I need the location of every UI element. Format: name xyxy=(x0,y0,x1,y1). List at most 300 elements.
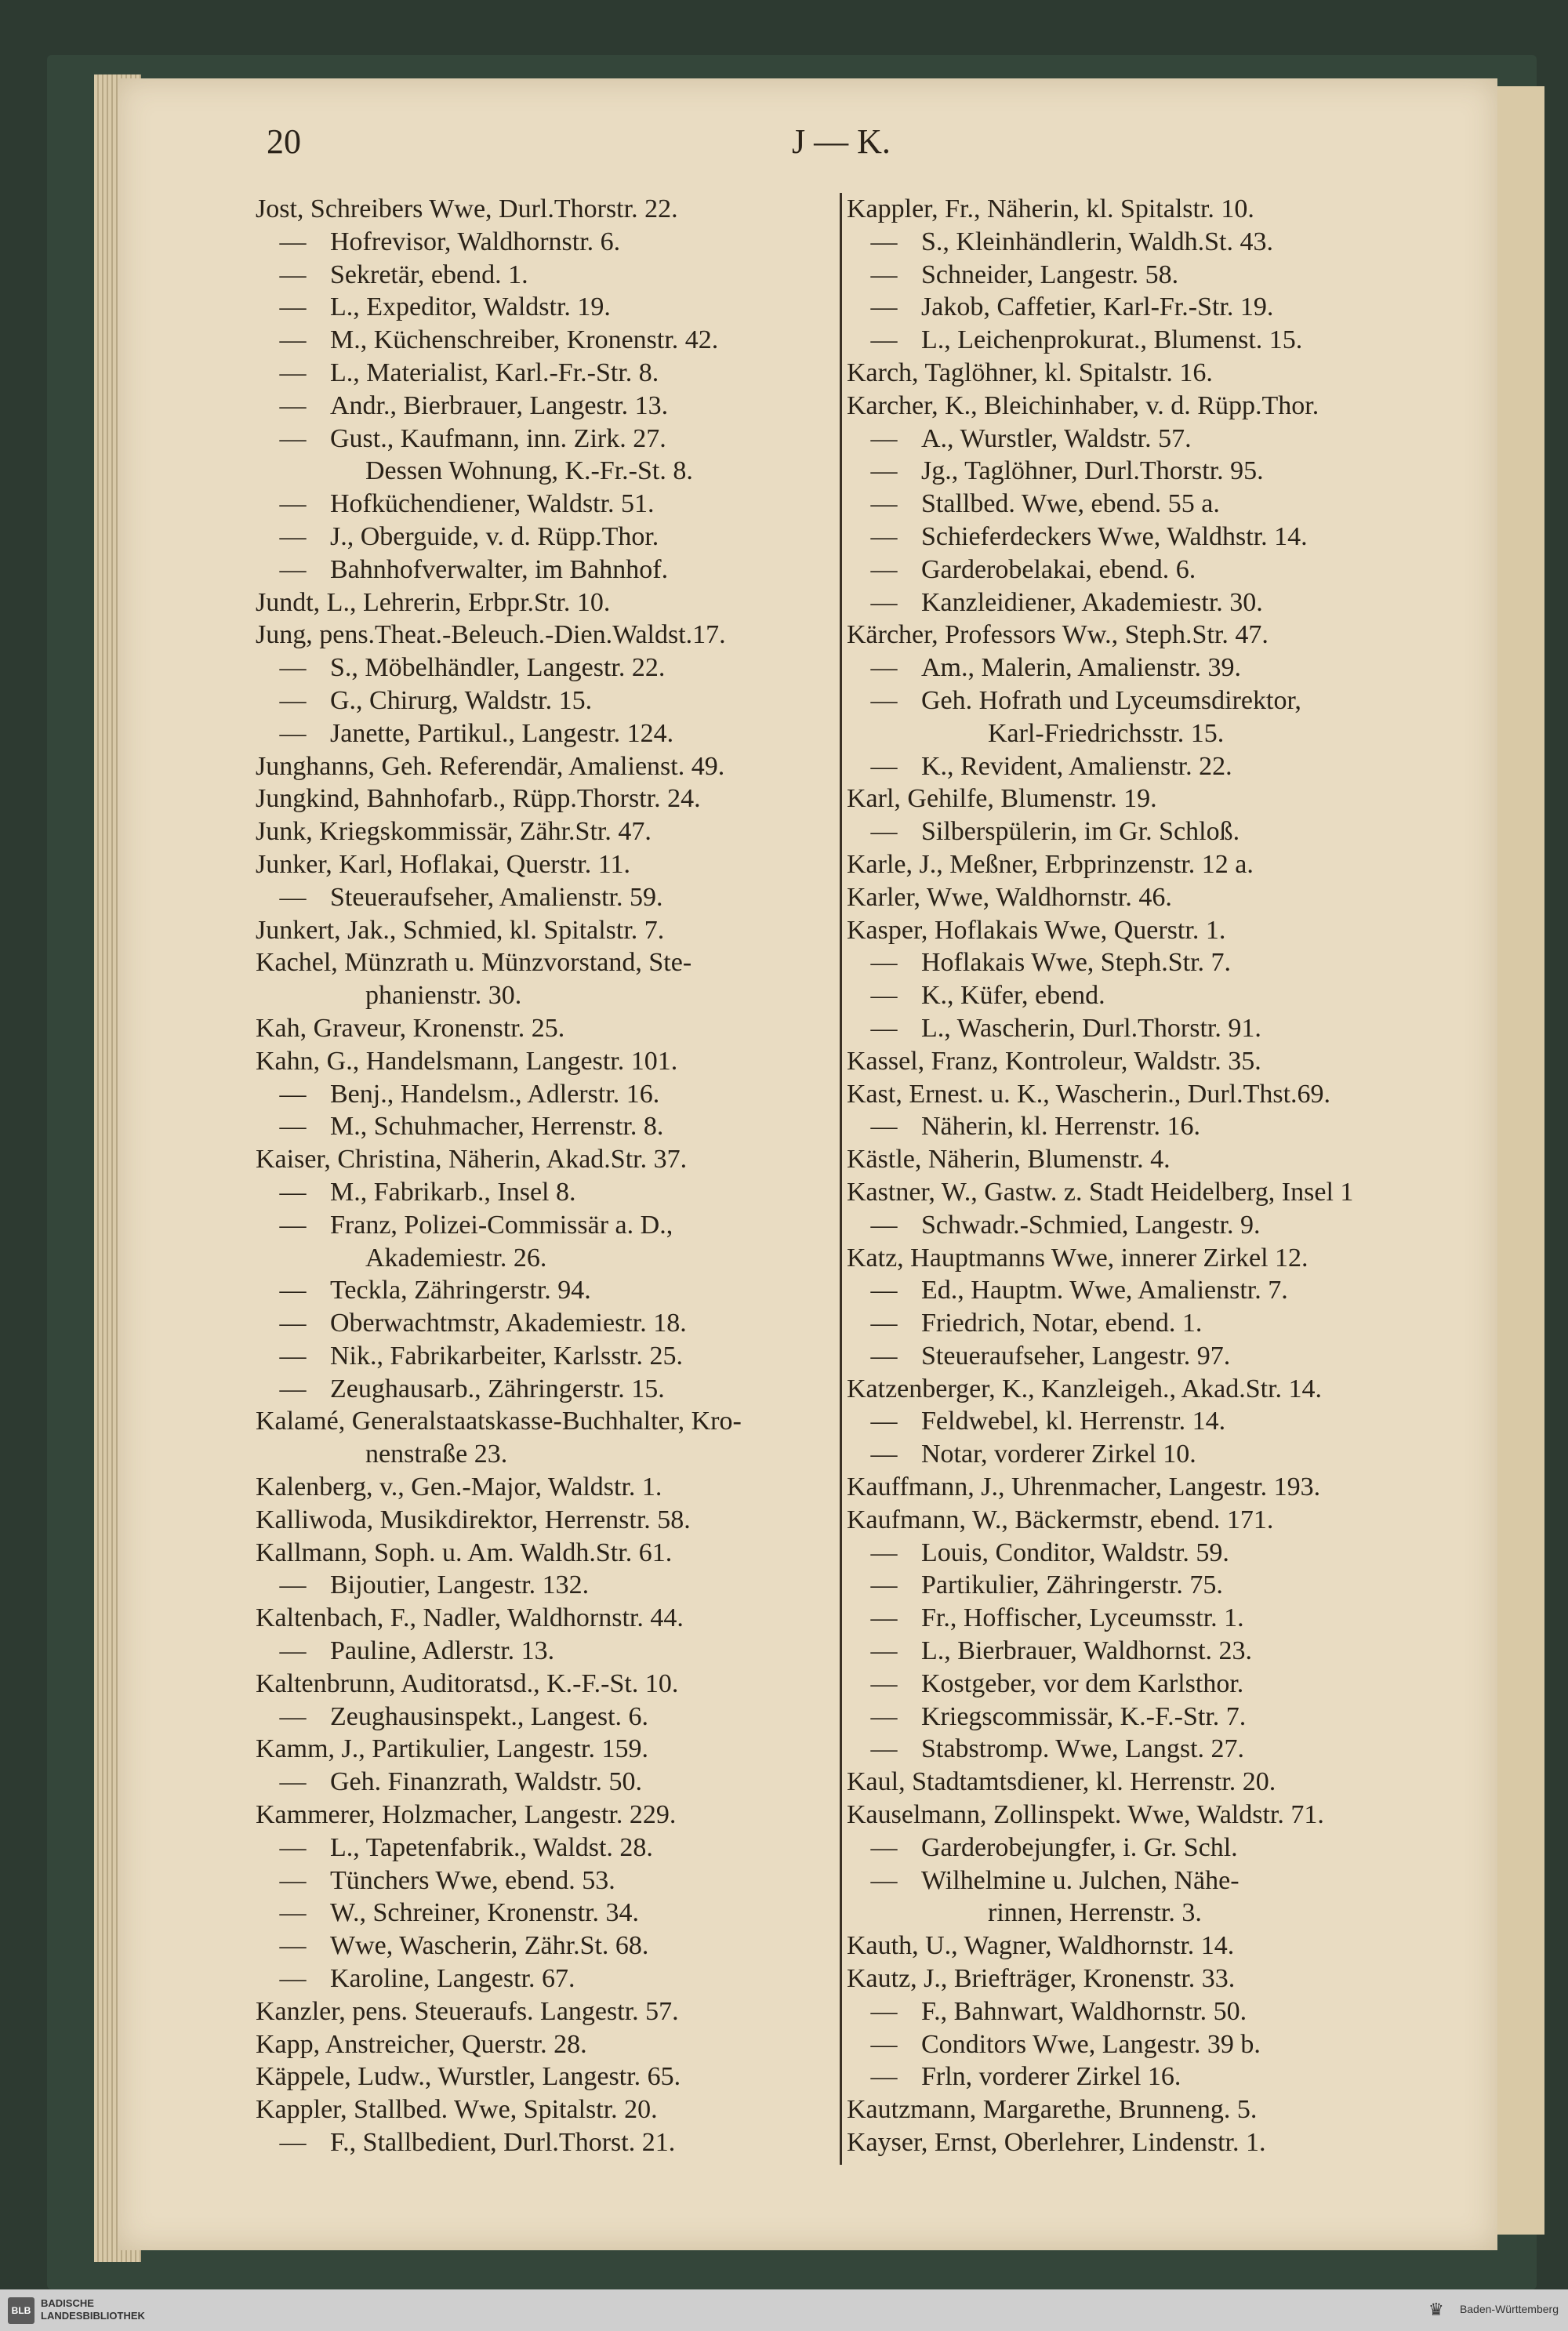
directory-entry xyxy=(256,390,836,423)
ditto-dash: — xyxy=(870,817,898,847)
directory-entry xyxy=(847,324,1443,357)
ditto-dash: — xyxy=(279,390,307,420)
ditto-dash: — xyxy=(870,260,898,289)
directory-entry xyxy=(847,782,1443,815)
ditto-dash: — xyxy=(870,423,898,453)
directory-entry xyxy=(847,881,1443,914)
entry-text: Jung, pens.Theat.-Beleuch.-Dien.Waldst.17. xyxy=(256,620,726,650)
directory-entry xyxy=(847,193,1443,226)
entry-text: Zeughausinspekt., Langest. 6. xyxy=(330,1701,649,1731)
page-number: 20 xyxy=(267,122,301,161)
entry-text: Kasper, Hoflakais Wwe, Querstr. 1. xyxy=(847,915,1226,945)
entry-text: Friedrich, Notar, ebend. 1. xyxy=(921,1309,1203,1338)
ditto-dash: — xyxy=(870,227,898,256)
directory-entry xyxy=(847,848,1443,881)
facing-page-edge xyxy=(1497,86,1544,2235)
entry-text: Geh. Hofrath und Lyceumsdirektor, xyxy=(921,685,1301,715)
entry-text: Kästle, Näherin, Blumenstr. 4. xyxy=(847,1145,1171,1175)
directory-entry xyxy=(256,1733,836,1766)
entry-text: Karl, Gehilfe, Blumenstr. 19. xyxy=(847,784,1157,814)
entry-text: Wwe, Wascherin, Zähr.St. 68. xyxy=(330,1931,649,1961)
ditto-dash: — xyxy=(870,1013,898,1043)
entry-text: Kaltenbrunn, Auditoratsd., K.-F.-St. 10. xyxy=(256,1668,679,1698)
directory-entry xyxy=(847,1504,1443,1537)
directory-entry xyxy=(847,521,1443,554)
entry-text: Kappler, Fr., Näherin, kl. Spitalstr. 10. xyxy=(847,194,1254,223)
entry-text: Kalenberg, v., Gen.-Major, Waldstr. 1. xyxy=(256,1472,662,1502)
ditto-dash: — xyxy=(279,292,307,322)
entry-text: Bijoutier, Langestr. 132. xyxy=(330,1570,590,1600)
entry-text: Kastner, W., Gastw. z. Stadt Heidelberg, Insel 1 xyxy=(847,1177,1354,1207)
entry-text: Schieferdeckers Wwe, Waldhstr. 14. xyxy=(921,521,1308,551)
ditto-dash: — xyxy=(870,1276,898,1305)
directory-entry xyxy=(847,1471,1443,1504)
entry-text: L., Tapetenfabrik., Waldst. 28. xyxy=(330,1832,653,1862)
ditto-dash: — xyxy=(870,456,898,486)
ditto-dash: — xyxy=(279,1865,307,1895)
entry-text: Kanzleidiener, Akademiestr. 30. xyxy=(921,587,1263,617)
directory-entry xyxy=(847,1602,1443,1635)
entry-text: G., Chirurg, Waldstr. 15. xyxy=(330,685,593,715)
directory-entry xyxy=(256,1635,836,1668)
directory-entry xyxy=(256,1930,836,1962)
ditto-dash: — xyxy=(870,2062,898,2092)
entry-text: Steueraufseher, Amalienstr. 59. xyxy=(330,882,663,912)
entry-text: Karle, J., Meßner, Erbprinzenstr. 12 a. xyxy=(847,849,1254,879)
entry-text: Katz, Hauptmanns Wwe, innerer Zirkel 12. xyxy=(847,1243,1308,1273)
entry-text: Karch, Taglöhner, kl. Spitalstr. 16. xyxy=(847,358,1213,387)
entry-text: Jungkind, Bahnhofarb., Rüpp.Thorstr. 24. xyxy=(256,784,701,814)
entry-text: Zeughausarb., Zähringerstr. 15. xyxy=(330,1374,665,1403)
directory-entry xyxy=(256,1176,836,1209)
ditto-dash: — xyxy=(279,1374,307,1403)
entry-text: Jundt, L., Lehrerin, Erbpr.Str. 10. xyxy=(256,587,611,617)
ditto-dash: — xyxy=(870,2029,898,2059)
entry-text: Wilhelmine u. Julchen, Nähe- xyxy=(921,1865,1240,1895)
left-column xyxy=(256,193,836,2159)
directory-entry xyxy=(256,1799,836,1832)
directory-entry xyxy=(847,1701,1443,1734)
directory-entry xyxy=(847,1537,1443,1570)
entry-text: Kanzler, pens. Steueraufs. Langestr. 57. xyxy=(256,1996,679,2026)
entry-text: Andr., Bierbrauer, Langestr. 13. xyxy=(330,390,669,420)
directory-entry xyxy=(256,1668,836,1701)
ditto-dash: — xyxy=(279,882,307,912)
directory-entry xyxy=(847,1274,1443,1307)
ditto-dash: — xyxy=(870,1210,898,1240)
directory-entry xyxy=(847,1340,1443,1373)
directory-entry xyxy=(256,848,836,881)
directory-entry xyxy=(847,1176,1443,1209)
entry-text: Hofrevisor, Waldhornstr. 6. xyxy=(330,227,621,256)
directory-entry xyxy=(256,324,836,357)
entry-text: Karcher, K., Bleichinhaber, v. d. Rüpp.Thor. xyxy=(847,390,1319,420)
directory-entry xyxy=(256,1373,836,1406)
ditto-dash: — xyxy=(870,653,898,683)
directory-entry xyxy=(847,1012,1443,1045)
entry-text: Jakob, Caffetier, Karl-Fr.-Str. 19. xyxy=(921,292,1274,322)
directory-entry xyxy=(256,619,836,652)
entry-text: M., Fabrikarb., Insel 8. xyxy=(330,1177,576,1207)
footer-bar xyxy=(0,2289,1568,2331)
ditto-dash: — xyxy=(870,1538,898,1567)
directory-entry xyxy=(256,979,836,1012)
directory-entry xyxy=(847,1110,1443,1143)
ditto-dash: — xyxy=(870,1865,898,1895)
entry-text: S., Möbelhändler, Langestr. 22. xyxy=(330,653,666,683)
entry-text: M., Schuhmacher, Herrenstr. 8. xyxy=(330,1112,664,1142)
entry-text: Garderobejungfer, i. Gr. Schl. xyxy=(921,1832,1238,1862)
entry-text: Kast, Ernest. u. K., Wascherin., Durl.Thst.69. xyxy=(847,1079,1331,1109)
directory-entry xyxy=(847,226,1443,259)
ditto-dash: — xyxy=(870,1701,898,1731)
entry-text: Katzenberger, K., Kanzleigeh., Akad.Str. 14. xyxy=(847,1374,1323,1403)
ditto-dash: — xyxy=(870,751,898,781)
entry-text: L., Leichenprokurat., Blumenst. 15. xyxy=(921,325,1303,355)
directory-entry xyxy=(256,1995,836,2028)
directory-entry xyxy=(847,488,1443,521)
directory-entry xyxy=(847,390,1443,423)
directory-entry xyxy=(847,259,1443,292)
ditto-dash: — xyxy=(279,1570,307,1600)
directory-entry xyxy=(256,1962,836,1995)
directory-entry xyxy=(847,291,1443,324)
directory-entry xyxy=(847,684,1443,717)
entry-text: Kappler, Stallbed. Wwe, Spitalstr. 20. xyxy=(256,2095,658,2125)
entry-text: Nik., Fabrikarbeiter, Karlsstr. 25. xyxy=(330,1341,683,1371)
directory-entry xyxy=(847,1864,1443,1897)
directory-entry xyxy=(256,586,836,619)
directory-entry xyxy=(256,259,836,292)
directory-entry xyxy=(256,1766,836,1799)
directory-entry xyxy=(256,1537,836,1570)
directory-entry xyxy=(256,1504,836,1537)
entry-text: Karler, Wwe, Waldhornstr. 46. xyxy=(847,882,1172,912)
entry-text: Schneider, Langestr. 58. xyxy=(921,260,1179,289)
ditto-dash: — xyxy=(870,1603,898,1633)
entry-text: Kaiser, Christina, Näherin, Akad.Str. 37. xyxy=(256,1145,688,1175)
entry-text: W., Schreiner, Kronenstr. 34. xyxy=(330,1898,639,1928)
directory-entry xyxy=(256,1602,836,1635)
directory-entry xyxy=(256,193,836,226)
directory-entry xyxy=(847,652,1443,684)
ditto-dash: — xyxy=(279,1964,307,1994)
ditto-dash: — xyxy=(279,1276,307,1305)
entry-text: Kallmann, Soph. u. Am. Waldh.Str. 61. xyxy=(256,1538,673,1567)
ditto-dash: — xyxy=(870,587,898,617)
directory-entry xyxy=(847,1766,1443,1799)
directory-entry xyxy=(256,1209,836,1242)
entry-text: Garderobelakai, ebend. 6. xyxy=(921,554,1196,584)
entry-text: Junk, Kriegskommissär, Zähr.Str. 47. xyxy=(256,817,652,847)
entry-text: Kauffmann, J., Uhrenmacher, Langestr. 193. xyxy=(847,1472,1321,1502)
ditto-dash: — xyxy=(279,554,307,584)
entry-text: Kahn, G., Handelsmann, Langestr. 101. xyxy=(256,1046,678,1076)
blb-logo[interactable]: BLB xyxy=(8,2297,34,2324)
directory-entry xyxy=(847,1045,1443,1078)
running-head: J — K. xyxy=(792,122,891,161)
entry-text: Kautzmann, Margarethe, Brunneng. 5. xyxy=(847,2095,1258,2125)
ditto-dash: — xyxy=(870,1668,898,1698)
entry-text: Kriegscommissär, K.-F.-Str. 7. xyxy=(921,1701,1247,1731)
ditto-dash: — xyxy=(870,1407,898,1436)
directory-entry xyxy=(847,815,1443,848)
state-logo-text[interactable]: Baden-Württemberg xyxy=(1459,2303,1559,2315)
directory-entry xyxy=(847,423,1443,456)
ditto-dash: — xyxy=(279,489,307,519)
ditto-dash: — xyxy=(870,554,898,584)
directory-entry xyxy=(256,357,836,390)
directory-entry xyxy=(256,521,836,554)
ditto-dash: — xyxy=(279,1112,307,1142)
entry-text: Franz, Polizei-Commissär a. D., xyxy=(330,1210,673,1240)
directory-entry xyxy=(256,1701,836,1734)
ditto-dash: — xyxy=(279,1309,307,1338)
ditto-dash: — xyxy=(279,718,307,748)
directory-entry xyxy=(847,1635,1443,1668)
directory-entry xyxy=(256,652,836,684)
library-name-line2: LANDESBIBLIOTHEK xyxy=(41,2310,145,2322)
ditto-dash: — xyxy=(279,423,307,453)
entry-text: Stallbed. Wwe, ebend. 55 a. xyxy=(921,489,1220,519)
ditto-dash: — xyxy=(279,1079,307,1109)
directory-entry xyxy=(847,554,1443,586)
entry-text: F., Stallbedient, Durl.Thorst. 21. xyxy=(330,2128,676,2158)
directory-entry xyxy=(847,979,1443,1012)
column-divider xyxy=(840,193,842,2165)
state-crest-icon: ♛ xyxy=(1428,2300,1444,2319)
directory-entry xyxy=(847,357,1443,390)
directory-entry xyxy=(256,1405,836,1438)
entry-text: Ed., Hauptm. Wwe, Amalienstr. 7. xyxy=(921,1276,1288,1305)
directory-entry xyxy=(256,1242,836,1275)
directory-entry xyxy=(256,1110,836,1143)
entry-text: Kauth, U., Wagner, Waldhornstr. 14. xyxy=(847,1931,1235,1961)
entry-text: Geh. Finanzrath, Waldstr. 50. xyxy=(330,1767,642,1797)
directory-entry xyxy=(256,2061,836,2093)
directory-entry xyxy=(256,782,836,815)
ditto-dash: — xyxy=(870,489,898,519)
entry-text: M., Küchenschreiber, Kronenstr. 42. xyxy=(330,325,719,355)
directory-entry xyxy=(847,1569,1443,1602)
entry-text: Benj., Handelsm., Adlerstr. 16. xyxy=(330,1079,660,1109)
entry-text: Karl-Friedrichsstr. 15. xyxy=(988,718,1225,748)
directory-entry xyxy=(847,1307,1443,1340)
entry-text: Kärcher, Professors Ww., Steph.Str. 47. xyxy=(847,620,1269,650)
entry-text: K., Revident, Amalienstr. 22. xyxy=(921,751,1232,781)
ditto-dash: — xyxy=(870,1440,898,1469)
ditto-dash: — xyxy=(870,685,898,715)
ditto-dash: — xyxy=(870,1734,898,1764)
directory-entry xyxy=(256,1340,836,1373)
ditto-dash: — xyxy=(279,325,307,355)
entry-text: Kaufmann, W., Bäckermstr, ebend. 171. xyxy=(847,1505,1274,1534)
directory-entry xyxy=(256,2028,836,2061)
directory-entry xyxy=(256,2126,836,2159)
ditto-dash: — xyxy=(870,1832,898,1862)
right-column xyxy=(847,193,1443,2159)
entry-text: L., Expeditor, Waldstr. 19. xyxy=(330,292,611,322)
entry-text: Kachel, Münzrath u. Münzvorstand, Ste- xyxy=(256,948,692,978)
entry-text: Janette, Partikul., Langestr. 124. xyxy=(330,718,674,748)
entry-text: L., Wascherin, Durl.Thorstr. 91. xyxy=(921,1013,1261,1043)
entry-text: Kalliwoda, Musikdirektor, Herrenstr. 58. xyxy=(256,1505,691,1534)
library-name xyxy=(41,2297,145,2322)
directory-entry xyxy=(847,2061,1443,2093)
directory-entry xyxy=(847,1438,1443,1471)
directory-entry xyxy=(847,1930,1443,1962)
ditto-dash: — xyxy=(870,521,898,551)
entry-text: Kaul, Stadtamtsdiener, kl. Herrenstr. 20. xyxy=(847,1767,1276,1797)
directory-entry xyxy=(256,291,836,324)
entry-text: Hoflakais Wwe, Steph.Str. 7. xyxy=(921,948,1232,978)
ditto-dash: — xyxy=(870,1570,898,1600)
directory-entry xyxy=(847,1242,1443,1275)
entry-text: Kapp, Anstreicher, Querstr. 28. xyxy=(256,2029,587,2059)
entry-text: Kaltenbach, F., Nadler, Waldhornstr. 44. xyxy=(256,1603,684,1633)
directory-entry xyxy=(847,455,1443,488)
directory-entry xyxy=(847,1209,1443,1242)
directory-entry xyxy=(847,1832,1443,1864)
entry-text: Näherin, kl. Herrenstr. 16. xyxy=(921,1112,1200,1142)
entry-text: Teckla, Zähringerstr. 94. xyxy=(330,1276,591,1305)
entry-text: L., Bierbrauer, Waldhornst. 23. xyxy=(921,1636,1253,1666)
entry-text: Kauselmann, Zollinspekt. Wwe, Waldstr. 71. xyxy=(847,1800,1324,1830)
directory-entry xyxy=(256,1143,836,1176)
entry-text: Stabstromp. Wwe, Langst. 27. xyxy=(921,1734,1245,1764)
entry-text: F., Bahnwart, Waldhornstr. 50. xyxy=(921,1996,1247,2026)
entry-text: Oberwachtmstr, Akademiestr. 18. xyxy=(330,1309,687,1338)
entry-text: Jg., Taglöhner, Durl.Thorstr. 95. xyxy=(921,456,1264,486)
entry-text: Frln, vorderer Zirkel 16. xyxy=(921,2062,1181,2092)
directory-entry xyxy=(847,717,1443,750)
entry-text: Silberspülerin, im Gr. Schloß. xyxy=(921,817,1240,847)
entry-text: A., Wurstler, Waldstr. 57. xyxy=(921,423,1192,453)
entry-text: Steueraufseher, Langestr. 97. xyxy=(921,1341,1231,1371)
entry-text: Fr., Hoffischer, Lyceumsstr. 1. xyxy=(921,1603,1244,1633)
entry-text: K., Küfer, ebend. xyxy=(921,981,1105,1011)
entry-text: Hofküchendiener, Waldstr. 51. xyxy=(330,489,655,519)
directory-entry xyxy=(256,1569,836,1602)
directory-entry xyxy=(256,1078,836,1111)
ditto-dash: — xyxy=(279,260,307,289)
library-name-line1: BADISCHE xyxy=(41,2297,94,2309)
directory-entry xyxy=(847,619,1443,652)
directory-entry xyxy=(847,1405,1443,1438)
ditto-dash: — xyxy=(870,1112,898,1142)
directory-entry xyxy=(256,1471,836,1504)
directory-entry xyxy=(847,1799,1443,1832)
entry-text: Dessen Wohnung, K.-Fr.-St. 8. xyxy=(365,456,693,486)
ditto-dash: — xyxy=(279,1341,307,1371)
entry-text: Junker, Karl, Hoflakai, Querstr. 11. xyxy=(256,849,630,879)
entry-text: Gust., Kaufmann, inn. Zirk. 27. xyxy=(330,423,666,453)
directory-entry xyxy=(256,684,836,717)
entry-text: Jost, Schreibers Wwe, Durl.Thorstr. 22. xyxy=(256,194,678,223)
directory-entry xyxy=(847,1995,1443,2028)
entry-text: J., Oberguide, v. d. Rüpp.Thor. xyxy=(330,521,659,551)
directory-entry xyxy=(256,1012,836,1045)
entry-text: Karoline, Langestr. 67. xyxy=(330,1964,575,1994)
ditto-dash: — xyxy=(279,1931,307,1961)
entry-text: Kammerer, Holzmacher, Langestr. 229. xyxy=(256,1800,677,1830)
directory-entry xyxy=(847,586,1443,619)
directory-entry xyxy=(256,750,836,783)
directory-entry xyxy=(256,717,836,750)
directory-entry xyxy=(256,554,836,586)
ditto-dash: — xyxy=(279,653,307,683)
entry-text: Junghanns, Geh. Referendär, Amalienst. 49. xyxy=(256,751,725,781)
entry-text: phanienstr. 30. xyxy=(365,981,522,1011)
directory-entry xyxy=(847,946,1443,979)
entry-text: Kamm, J., Partikulier, Langestr. 159. xyxy=(256,1734,649,1764)
ditto-dash: — xyxy=(870,1636,898,1666)
entry-text: Kautz, J., Briefträger, Kronenstr. 33. xyxy=(847,1964,1236,1994)
directory-entry xyxy=(847,2093,1443,2126)
directory-entry xyxy=(847,1668,1443,1701)
ditto-dash: — xyxy=(870,292,898,322)
ditto-dash: — xyxy=(870,1341,898,1371)
entry-text: Kah, Graveur, Kronenstr. 25. xyxy=(256,1013,565,1043)
ditto-dash: — xyxy=(279,1898,307,1928)
entry-text: Junkert, Jak., Schmied, kl. Spitalstr. 7. xyxy=(256,915,665,945)
entry-text: S., Kleinhändlerin, Waldh.St. 43. xyxy=(921,227,1273,256)
entry-text: Pauline, Adlerstr. 13. xyxy=(330,1636,555,1666)
directory-entry xyxy=(256,1832,836,1864)
directory-entry xyxy=(256,226,836,259)
directory-entry xyxy=(256,1045,836,1078)
entry-text: Kostgeber, vor dem Karlsthor. xyxy=(921,1668,1244,1698)
directory-entry xyxy=(256,815,836,848)
ditto-dash: — xyxy=(279,227,307,256)
ditto-dash: — xyxy=(279,1177,307,1207)
entry-text: Schwadr.-Schmied, Langestr. 9. xyxy=(921,1210,1261,1240)
directory-entry xyxy=(256,1438,836,1471)
ditto-dash: — xyxy=(870,948,898,978)
ditto-dash: — xyxy=(279,2128,307,2158)
entry-text: Partikulier, Zähringerstr. 75. xyxy=(921,1570,1223,1600)
directory-entry xyxy=(256,488,836,521)
entry-text: Louis, Conditor, Waldstr. 59. xyxy=(921,1538,1229,1567)
ditto-dash: — xyxy=(279,1701,307,1731)
entry-text: Bahnhofverwalter, im Bahnhof. xyxy=(330,554,669,584)
entry-text: Käppele, Ludw., Wurstler, Langestr. 65. xyxy=(256,2062,681,2092)
entry-text: L., Materialist, Karl.-Fr.-Str. 8. xyxy=(330,358,659,387)
directory-entry xyxy=(256,1274,836,1307)
ditto-dash: — xyxy=(279,521,307,551)
directory-entry xyxy=(847,750,1443,783)
directory-entry xyxy=(847,1078,1443,1111)
ditto-dash: — xyxy=(279,358,307,387)
ditto-dash: — xyxy=(279,1767,307,1797)
directory-entry xyxy=(256,455,836,488)
entry-text: Feldwebel, kl. Herrenstr. 14. xyxy=(921,1407,1226,1436)
directory-entry xyxy=(256,1864,836,1897)
entry-text: rinnen, Herrenstr. 3. xyxy=(988,1898,1202,1928)
directory-entry xyxy=(256,946,836,979)
entry-text: Kayser, Ernst, Oberlehrer, Lindenstr. 1. xyxy=(847,2128,1266,2158)
ditto-dash: — xyxy=(279,1636,307,1666)
directory-entry xyxy=(256,914,836,947)
ditto-dash: — xyxy=(870,1309,898,1338)
directory-entry xyxy=(256,423,836,456)
entry-text: Conditors Wwe, Langestr. 39 b. xyxy=(921,2029,1261,2059)
directory-entry xyxy=(256,1897,836,1930)
ditto-dash: — xyxy=(279,1832,307,1862)
entry-text: Sekretär, ebend. 1. xyxy=(330,260,528,289)
directory-entry xyxy=(847,2028,1443,2061)
entry-text: Kalamé, Generalstaatskasse-Buchhalter, Kro- xyxy=(256,1407,742,1436)
